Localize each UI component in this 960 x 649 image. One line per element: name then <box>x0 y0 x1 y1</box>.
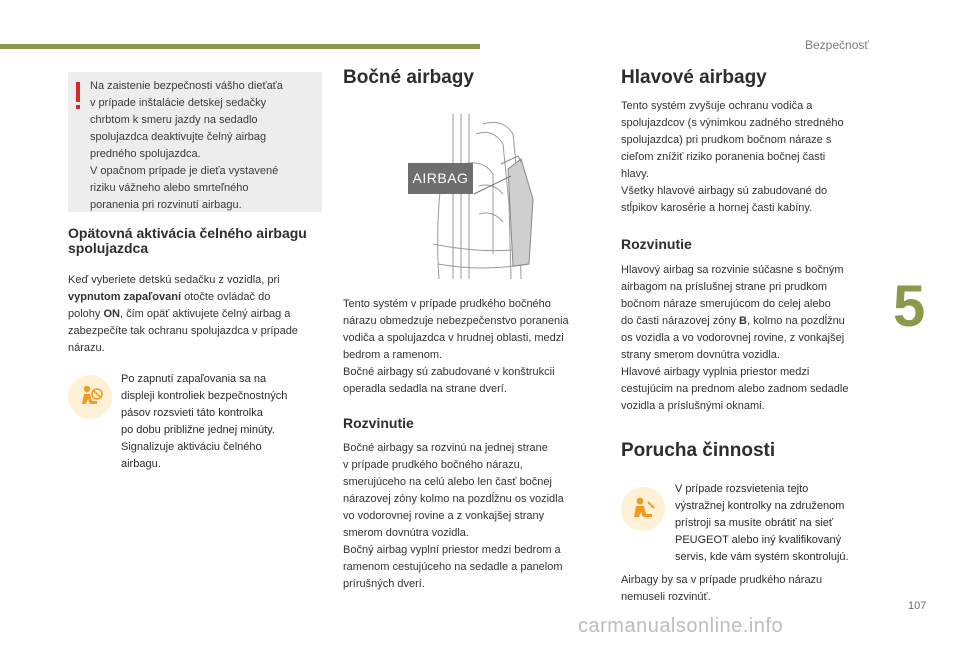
reactivation-text: Keď vyberiete detskú sedačku z vozidla, pri vypnutom zapaľovaní otočte ovládač do polohy ON, čím opäť aktivujete čelný airbag a zabezpečíte tak ochranu spolujazdca v prípade nárazu. <box>68 274 298 354</box>
airbag-fault-icon <box>621 487 665 531</box>
seat-illustration <box>343 104 597 284</box>
side-airbags-intro: Tento systém v prípade prudkého bočného nárazu obmedzuje nebezpečenstvo poranenia vodiča a spolujazdca v hrudnej oblasti, medzi bedrom a ramenom. Bočné airbagy sú zabudované v konštrukcii operadla sedadla na strane dverí. <box>343 298 569 395</box>
warning-icon <box>76 82 80 102</box>
section-title: Bezpečnosť <box>805 38 869 52</box>
column-left <box>68 72 322 473</box>
warning-icon-dot <box>76 105 80 109</box>
fault-info-text: V prípade rozsvietenia tejto výstražnej kontrolky na združenom prístroji sa musíte obrátiť na sieť PEUGEOT alebo iný kvalifikovaný servis, kde vám systém skontrolujú. <box>675 483 849 563</box>
column-middle <box>343 66 597 593</box>
fault-text: Airbagy by sa v prípade prudkého nárazu nemuseli rozvinúť. <box>621 574 823 603</box>
airbag-indicator-info <box>68 371 322 473</box>
fault-indicator-info <box>621 481 875 566</box>
reactivation-heading: Opätovná aktivácia čelného airbagu spolujazdca <box>68 225 307 256</box>
indicator-text: Po zapnutí zapaľovania sa na displeji kontroliek bezpečnostných pásov rozsvieti táto kontrolka po dobu približne jednej minúty. Signalizuje aktiváciu čelného airbagu. <box>121 373 288 470</box>
warning-box <box>68 72 322 212</box>
page-number: 107 <box>908 600 927 612</box>
side-airbag-figure <box>343 104 597 284</box>
airbag-label: AIRBAG <box>408 163 473 194</box>
fault-heading: Porucha činnosti <box>621 440 776 461</box>
column-right <box>621 66 875 606</box>
header-accent-bar <box>0 44 480 49</box>
watermark: carmanualsonline.info <box>578 615 784 637</box>
head-deploy-heading: Rozvinutie <box>621 236 692 252</box>
head-airbags-heading: Hlavové airbagy <box>621 67 767 88</box>
warning-text: Na zaistenie bezpečnosti vášho dieťaťa v prípade inštalácie detskej sedačky chrbtom k smeru jazdy na sedadlo spolujazdca deaktivujte čelný airbag predného spolujazdca. V opačnom prípade je dieťa vystavené riziku vážneho alebo smrteľného poranenia pri rozvinutí airbagu. <box>90 80 283 211</box>
side-deploy-heading: Rozvinutie <box>343 415 414 431</box>
side-deploy-text: Bočné airbagy sa rozvinú na jednej strane v prípade prudkého bočného nárazu, smerujúceho na celú alebo len časť bočnej nárazovej zóny kolmo na pozdĺžnu os vozidla vo vodorovnej rovine a z vonkajšej strany smerom dovnútra vozidla. Bočný airbag vyplní priestor medzi bedrom a ramenom cestujúceho na sedadle a panelom prírušných dverí. <box>343 442 564 590</box>
head-deploy-text: Hlavový airbag sa rozvinie súčasne s bočným airbagom na príslušnej strane pri prudkom bočnom náraze smerujúcom do celej alebo do časti nárazovej zóny B, kolmo na pozdĺžnu os vozidla a vo vodorovnej rovine, z vonkajšej strany smerom dovnútra vozidla. Hlavové airbagy vyplnia priestor medzi cestujúcim na prednom alebo zadnom sedadle vozidla a príslušnými oknami. <box>621 264 849 412</box>
airbag-warning-icon <box>68 375 112 419</box>
chapter-number: 5 <box>893 274 926 339</box>
head-airbags-intro: Tento systém zvyšuje ochranu vodiča a spolujazdcov (s výnimkou zadného stredného spolujazdca) pri prudkom bočnom náraze s cieľom znížiť riziko poranenia bočnej časti hlavy. Všetky hlavové airbagy sú zabudované do stĺpikov karosérie a hornej časti kabíny. <box>621 100 844 214</box>
side-airbags-heading: Bočné airbagy <box>343 67 474 88</box>
